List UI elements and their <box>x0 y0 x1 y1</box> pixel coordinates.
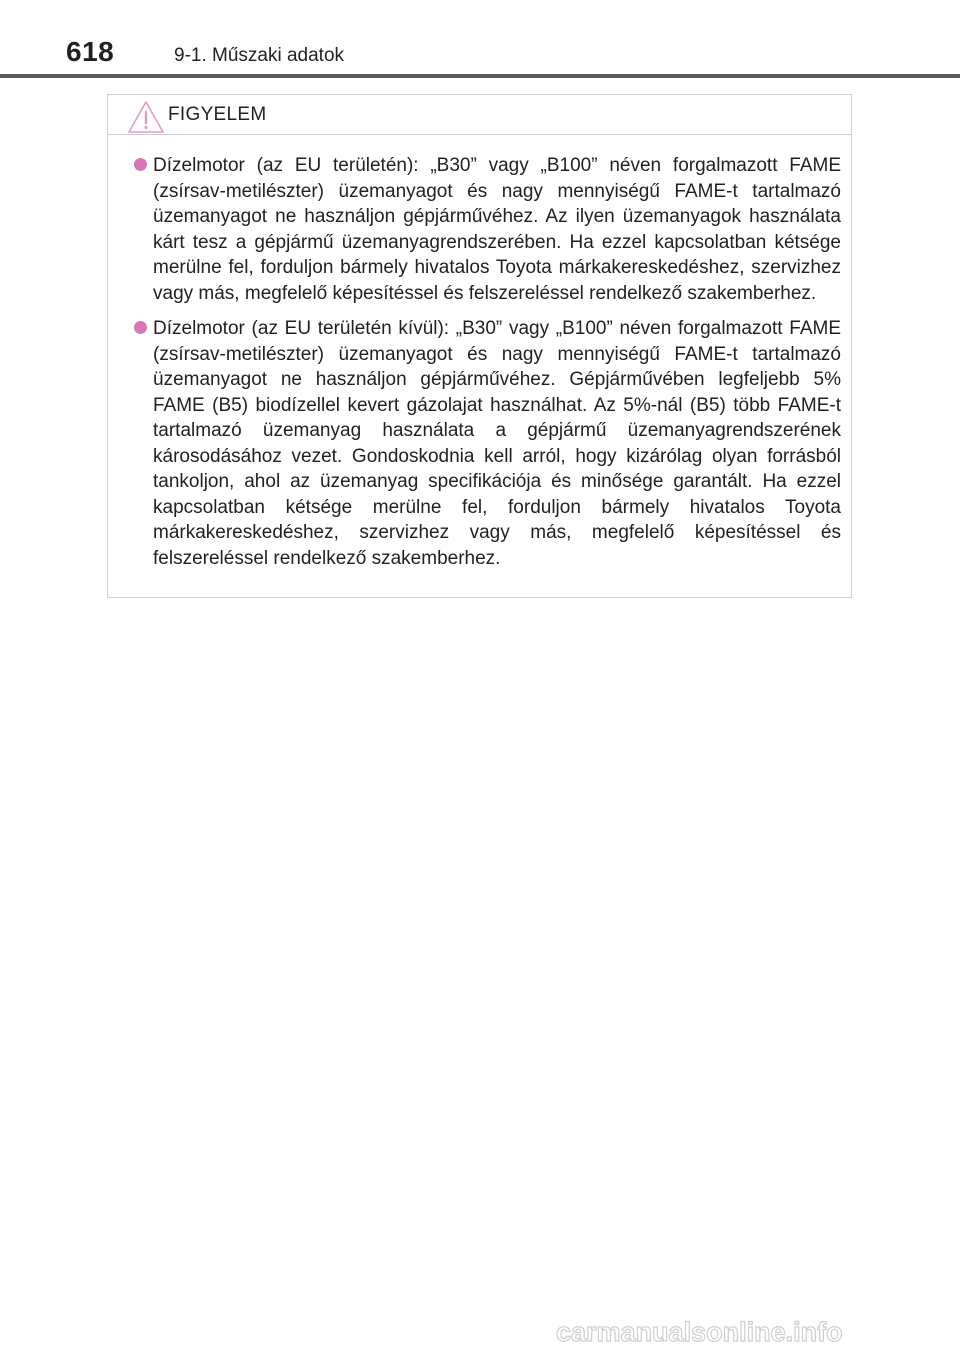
list-item-text: Dízelmotor (az EU területén): „B30” vagy „B100” néven forgalmazott FAME (zsírsav-metilészter) üzemanyagot és nagy mennyiségű FAME-t tartalmazó üzemanyagot ne használjon gépjárművéhez. Az ilyen üzemanyagok használata kárt tesz a gépjármű üzemanyagrendszerében. Ha ezzel kapcsolatban kétsége merülne fel, forduljon bármely hivatalos Toyota márkakereskedéshez, szervizhez vagy más, megfelelő képesítéssel és felszereléssel rendelkező szakemberhez. <box>153 155 841 304</box>
list-item <box>153 316 841 571</box>
list-item <box>153 153 841 306</box>
watermark <box>552 1316 952 1353</box>
page-number: 618 <box>66 36 115 67</box>
list-item-text: Dízelmotor (az EU területén kívül): „B30” vagy „B100” néven forgalmazott FAME (zsírsav-metilészter) üzemanyagot és nagy mennyiségű FAME-t tartalmazó üzemanyagot ne használjon gépjárművéhez. Gépjárművében legfeljebb 5% FAME (B5) biodízellel kevert gázolajat használhat. Az 5%-nál (B5) több FAME-t tartalmazó üzemanyag használata a gépjármű üzemanyagrendszerének károsodásához vezet. Gondoskodnia kell arról, hogy kizárólag olyan forrásból tankoljon, ahol az üzemanyag specifikációja és minősége garantált. Ha ezzel kapcsolatban kétsége merülne fel, forduljon bármely hivatalos Toyota márkakereskedéshez, szervizhez vagy más, megfelelő képesítéssel és felszereléssel rendelkező szakemberhez. <box>153 318 841 569</box>
warning-body <box>108 153 851 581</box>
warning-box <box>107 94 852 598</box>
bullet-icon <box>134 158 147 171</box>
warning-title: FIGYELEM <box>168 104 267 125</box>
warning-header <box>108 95 851 135</box>
warning-triangle-icon <box>126 99 166 135</box>
svg-text:carmanualsonline.info: carmanualsonline.info <box>556 1317 843 1347</box>
page-header <box>0 0 960 80</box>
section-title: 9-1. Műszaki adatok <box>174 45 345 66</box>
header-divider <box>0 74 960 78</box>
watermark-logo <box>552 1316 952 1348</box>
bullet-icon <box>134 321 147 334</box>
